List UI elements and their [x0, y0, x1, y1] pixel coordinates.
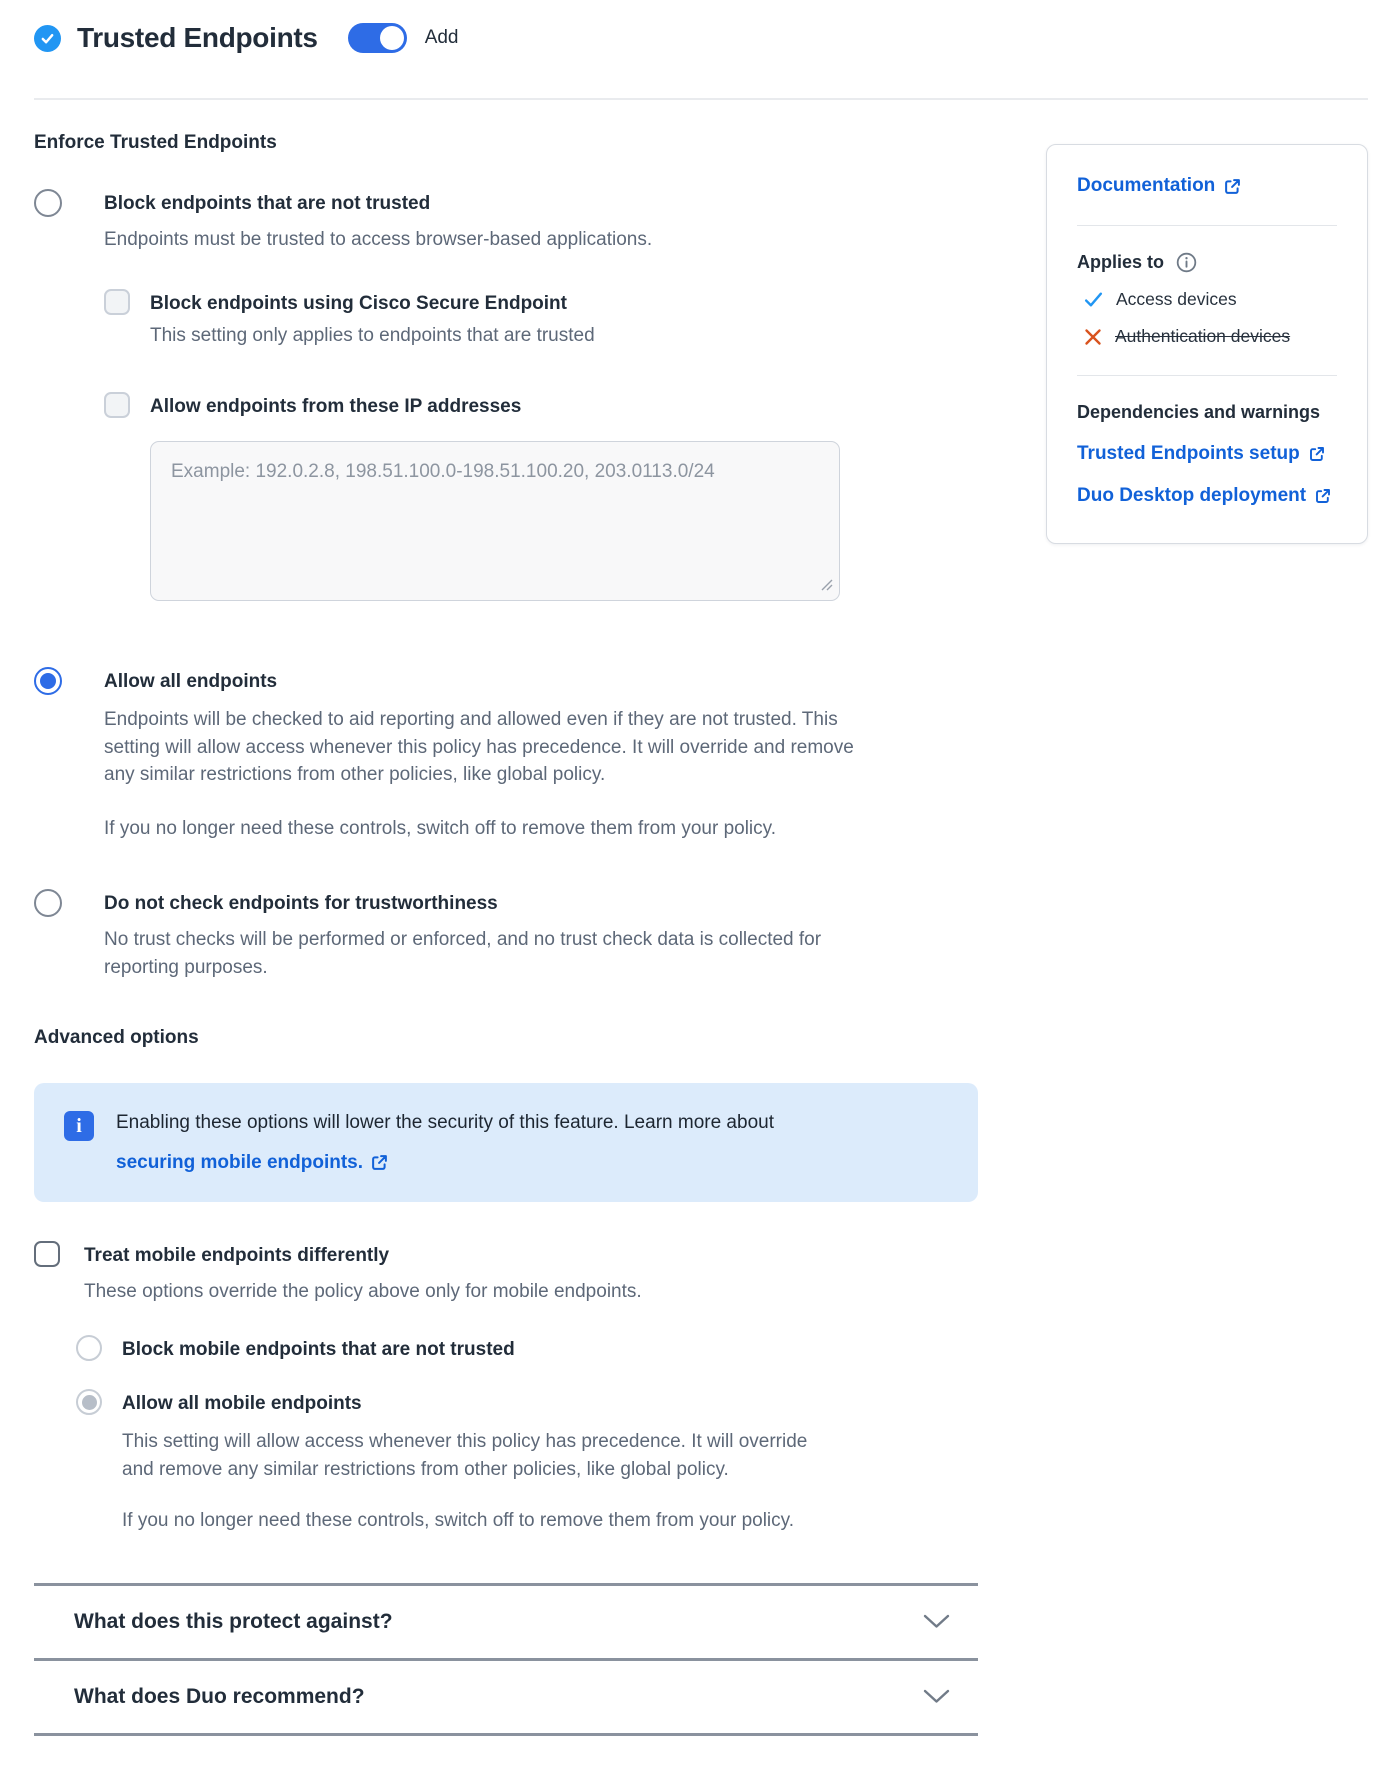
page-title: Trusted Endpoints — [77, 22, 318, 53]
trusted-endpoints-setup-label: Trusted Endpoints setup — [1077, 443, 1300, 464]
trusted-endpoints-toggle[interactable] — [348, 23, 407, 53]
treat-mobile-label[interactable]: Treat mobile endpoints differently — [84, 1245, 390, 1267]
applies-item-access-devices — [1077, 289, 1337, 310]
alert-text: Enabling these options will lower the security of this feature. Learn more about — [116, 1112, 774, 1134]
treat-mobile-description: These options override the policy above only for mobile endpoints. — [84, 1281, 642, 1303]
documentation-link[interactable] — [1077, 175, 1241, 197]
cisco-secure-endpoint-option — [104, 290, 978, 318]
allow-ip-checkbox[interactable] — [104, 392, 130, 418]
trusted-endpoints-setup-link[interactable] — [1077, 443, 1325, 465]
block-mobile-label: Block mobile endpoints that are not trusted — [122, 1339, 515, 1361]
x-icon — [1083, 327, 1103, 347]
option-allow-mobile — [76, 1390, 978, 1418]
mobile-sub-options — [76, 1336, 978, 1535]
accordion-duo-recommend-header[interactable] — [34, 1661, 978, 1733]
applies-item-authentication-devices — [1077, 326, 1337, 347]
header-divider — [34, 98, 1368, 100]
panel-header — [34, 20, 1368, 54]
allow-all-endpoints-radio[interactable] — [34, 667, 62, 695]
ip-textarea-wrapper — [150, 441, 840, 606]
external-link-icon — [1315, 488, 1331, 504]
chevron-down-icon — [923, 1689, 950, 1704]
treat-mobile-option — [34, 1242, 978, 1270]
block-endpoints-label[interactable]: Block endpoints that are not trusted — [104, 193, 431, 214]
enforce-section-heading: Enforce Trusted Endpoints — [34, 132, 277, 153]
textarea-resize-handle[interactable] — [821, 578, 833, 596]
allow-mobile-note: If you no longer need these controls, switch off to remove them from your policy. — [122, 1510, 795, 1532]
option-allow-all-endpoints — [34, 668, 978, 696]
duo-desktop-deployment-link[interactable] — [1077, 485, 1331, 507]
allow-ip-label[interactable]: Allow endpoints from these IP addresses — [150, 396, 522, 418]
option-block-mobile — [76, 1336, 978, 1364]
security-info-alert — [34, 1083, 978, 1202]
block-endpoints-radio[interactable] — [34, 189, 62, 217]
external-link-icon — [1224, 178, 1241, 195]
allow-all-endpoints-label[interactable]: Allow all endpoints — [104, 671, 278, 693]
external-link-icon — [371, 1154, 388, 1171]
allow-mobile-description: This setting will allow access whenever this policy has precedence. It will override and remove any similar restrictions from other policies, like global policy. — [122, 1431, 808, 1480]
treat-mobile-checkbox[interactable] — [34, 1241, 60, 1267]
allow-mobile-radio — [76, 1389, 102, 1415]
advanced-options-heading: Advanced options — [34, 1027, 199, 1049]
applies-to-header — [1077, 252, 1337, 273]
policy-enabled-check-icon — [34, 25, 61, 52]
check-icon — [1083, 289, 1104, 310]
no-check-description: No trust checks will be performed or enforced, and no trust check data is collected for reporting purposes. — [104, 929, 822, 978]
toggle-label: Add — [424, 27, 459, 48]
alert-link-label: securing mobile endpoints. — [116, 1151, 364, 1173]
dependencies-heading: Dependencies and warnings — [1077, 402, 1321, 422]
no-check-radio[interactable] — [34, 889, 62, 917]
policy-settings-form — [34, 132, 978, 1736]
duo-desktop-deployment-label: Duo Desktop deployment — [1077, 485, 1307, 506]
allow-all-endpoints-note: If you no longer need these controls, switch off to remove them from your policy. — [104, 817, 777, 839]
accordion-duo-recommend — [34, 1658, 978, 1736]
no-check-label[interactable]: Do not check endpoints for trustworthiness — [104, 893, 498, 915]
info-card — [1046, 144, 1368, 544]
allow-all-endpoints-description: Endpoints will be checked to aid reporting and allowed even if they are not trusted. This setting will allow access whenever this policy has precedence. It will override and remove any similar restrictions from other policies, like global policy. — [104, 709, 854, 786]
chevron-down-icon — [923, 1614, 950, 1629]
cisco-secure-endpoint-description: This setting only applies to endpoints that are trusted — [150, 324, 595, 346]
accordion-protect-against — [34, 1583, 978, 1658]
accordion-protect-against-header[interactable] — [34, 1586, 978, 1658]
faq-accordions — [34, 1583, 978, 1736]
cisco-secure-endpoint-checkbox[interactable] — [104, 289, 130, 315]
applies-item-label: Access devices — [1116, 289, 1237, 309]
applies-item-label: Authentication devices — [1115, 326, 1291, 346]
documentation-link-label: Documentation — [1077, 175, 1216, 196]
dependency-link-row — [1077, 443, 1337, 465]
option-no-check — [34, 890, 978, 918]
cisco-secure-endpoint-label[interactable]: Block endpoints using Cisco Secure Endpoint — [150, 292, 567, 314]
dependency-link-row — [1077, 485, 1337, 507]
applies-to-heading: Applies to — [1077, 252, 1165, 272]
info-icon[interactable] — [1176, 252, 1197, 273]
allow-ip-option — [104, 393, 978, 421]
accordion-protect-against-title: What does this protect against? — [74, 1609, 393, 1633]
accordion-duo-recommend-title: What does Duo recommend? — [74, 1684, 365, 1708]
toggle-knob — [380, 26, 404, 50]
external-link-icon — [1309, 446, 1325, 462]
card-divider — [1077, 375, 1337, 376]
block-endpoints-description: Endpoints must be trusted to access browser-based applications. — [104, 229, 653, 250]
alert-info-icon: i — [64, 1111, 94, 1141]
card-divider — [1077, 225, 1337, 226]
ip-addresses-textarea[interactable] — [150, 441, 840, 601]
option-block-endpoints — [34, 190, 978, 218]
policy-info-sidebar — [1046, 132, 1368, 1736]
allow-mobile-label: Allow all mobile endpoints — [122, 1393, 362, 1415]
block-mobile-radio — [76, 1335, 102, 1361]
securing-mobile-endpoints-link[interactable] — [116, 1149, 388, 1177]
